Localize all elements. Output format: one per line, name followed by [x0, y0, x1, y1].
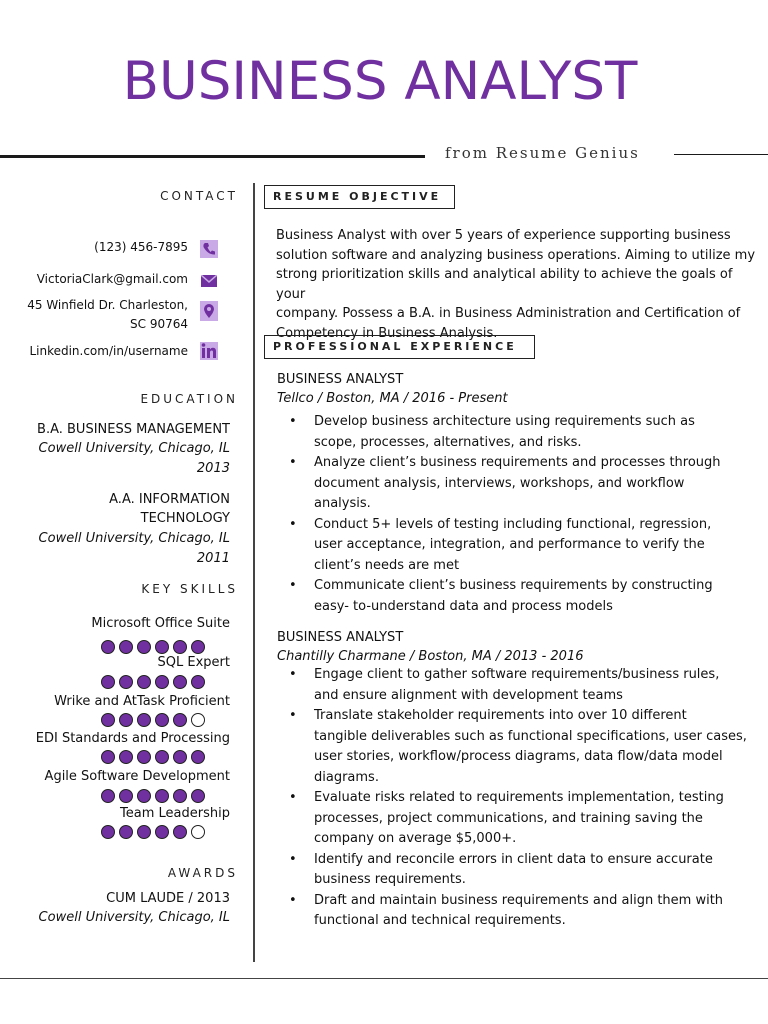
rating-dot-filled	[155, 640, 169, 654]
education-school: Cowell University, Chicago, IL	[38, 531, 230, 546]
award-school: Cowell University, Chicago, IL	[38, 910, 230, 925]
rating-dot-filled	[173, 640, 187, 654]
header-rule-right	[674, 154, 768, 155]
rating-dot-filled	[173, 675, 187, 689]
objective-line: company. Possess a B.A. in Business Administration and Certification of	[276, 306, 741, 321]
job-bullets	[277, 665, 747, 932]
rating-dot-filled	[191, 789, 205, 803]
job-bullet-line: business requirements.	[314, 872, 466, 887]
objective-line: strong prioritization skills and analytical ability to achieve the goals of your	[276, 267, 733, 302]
contact-heading: CONTACT	[160, 189, 238, 203]
rating-dot-filled	[137, 713, 151, 727]
skill-name: Team Leadership	[120, 806, 230, 821]
skill-name: SQL Expert	[157, 655, 230, 670]
job-bullet-line: processes, project communications, and training saving the	[314, 810, 703, 826]
education-year: 2011	[196, 551, 230, 566]
skill-name: EDI Standards and Processing	[35, 731, 230, 746]
job-bullet-line: tangible deliverables such as functional specifications, user cases,	[314, 728, 747, 744]
objective-text	[276, 226, 756, 343]
education-school: Cowell University, Chicago, IL	[38, 441, 230, 456]
education-degree: B.A. BUSINESS MANAGEMENT	[37, 422, 230, 437]
email-icon	[198, 271, 220, 291]
skill-rating	[101, 789, 205, 803]
contact-email: VictoriaClark@gmail.com	[36, 272, 188, 286]
job-bullet-line: user acceptance, integration, and performance to verify the	[314, 537, 705, 552]
job-bullet-line: • Translate stakeholder requirements into over 10 different	[314, 708, 687, 723]
rating-dot-filled	[173, 713, 187, 727]
rating-dot-filled	[101, 640, 115, 654]
job-bullet-line: diagrams.	[314, 769, 379, 785]
education-year: 2013	[196, 461, 230, 476]
rating-dot-filled	[137, 825, 151, 839]
rating-dot-filled	[173, 750, 187, 764]
job-meta: Tellco / Boston, MA / 2016 - Present	[277, 391, 508, 406]
objective-line: Competency in Business Analysis.	[276, 325, 498, 341]
rating-dot-filled	[173, 825, 187, 839]
rating-dot-filled	[101, 750, 115, 764]
location-pin-icon	[198, 301, 220, 321]
experience-heading: PROFESSIONAL EXPERIENCE	[264, 335, 535, 359]
job-meta: Chantilly Charmane / Boston, MA / 2013 - 2016	[277, 649, 584, 664]
contact-address-line1: 45 Winfield Dr. Charleston,	[27, 298, 188, 312]
rating-dot-filled	[101, 825, 115, 839]
job-bullet-line: document analysis, interviews, workshops, and workflow	[314, 475, 685, 491]
award-title: CUM LAUDE / 2013	[106, 891, 230, 906]
job-bullet-line: client’s needs are met	[314, 557, 460, 573]
rating-dot-filled	[137, 750, 151, 764]
job-bullet-line: analysis.	[314, 496, 371, 511]
contact-address-line2: SC 90764	[130, 317, 188, 331]
footer-rule	[0, 978, 768, 979]
job-bullet	[277, 576, 747, 617]
job-bullet-line: • Analyze client’s business requirements and processes through	[314, 455, 721, 470]
job-title: BUSINESS ANALYST	[277, 630, 404, 645]
linkedin-icon	[198, 341, 220, 361]
rating-dot-filled	[119, 640, 133, 654]
rating-dot-filled	[101, 713, 115, 727]
page-title: BUSINESS ANALYST	[122, 51, 638, 112]
rating-dot-filled	[137, 789, 151, 803]
rating-dot-filled	[119, 825, 133, 839]
skill-name: Microsoft Office Suite	[91, 616, 230, 631]
skills-heading: KEY SKILLS	[141, 582, 238, 596]
job-bullet-line: user stories, workflow/process diagrams, data flow/data model	[314, 749, 723, 764]
rating-dot-filled	[137, 675, 151, 689]
rating-dot-filled	[119, 750, 133, 764]
objective-line: Business Analyst with over 5 years of experience supporting business	[276, 228, 731, 243]
skill-rating	[101, 713, 205, 727]
education-degree: TECHNOLOGY	[140, 511, 230, 526]
rating-dot-empty	[191, 825, 205, 839]
skill-rating	[101, 675, 205, 689]
rating-dot-filled	[173, 789, 187, 803]
job-bullet-line: functional and technical requirements.	[314, 913, 566, 928]
job-bullet-line: • Engage client to gather software requirements/business rules,	[314, 667, 720, 682]
header-rule-left	[0, 155, 425, 158]
objective-heading: RESUME OBJECTIVE	[264, 185, 455, 209]
skill-rating	[101, 825, 205, 839]
education-degree: A.A. INFORMATION	[109, 492, 230, 507]
job-bullet	[277, 891, 747, 932]
skill-name: Wrike and AtTask Proficient	[54, 694, 230, 709]
header-subtitle: from Resume Genius	[445, 144, 640, 162]
job-title: BUSINESS ANALYST	[277, 372, 404, 387]
rating-dot-filled	[191, 675, 205, 689]
rating-dot-filled	[119, 675, 133, 689]
job-bullet	[277, 453, 747, 515]
rating-dot-filled	[155, 750, 169, 764]
rating-dot-filled	[155, 713, 169, 727]
objective-line: solution software and analyzing business operations. Aiming to utilize my	[276, 247, 756, 263]
job-bullet-line: • Draft and maintain business requirements and align them with	[314, 892, 724, 908]
column-divider	[253, 183, 255, 962]
rating-dot-filled	[155, 789, 169, 803]
job-bullet-line: company on average $5,000+.	[314, 831, 517, 846]
job-bullet-line: • Communicate client’s business requirements by constructing	[314, 578, 713, 593]
job-bullet-line: • Evaluate risks related to requirements implementation, testing	[314, 790, 724, 805]
rating-dot-filled	[155, 675, 169, 689]
job-bullets	[277, 412, 747, 617]
rating-dot-filled	[137, 640, 151, 654]
rating-dot-filled	[191, 640, 205, 654]
rating-dot-empty	[191, 713, 205, 727]
rating-dot-filled	[101, 675, 115, 689]
job-bullet-line: • Identify and reconcile errors in client data to ensure accurate	[314, 851, 713, 867]
job-bullet	[277, 412, 747, 453]
job-bullet-line: and ensure alignment with development teams	[314, 687, 623, 703]
job-bullet	[277, 706, 747, 788]
job-bullet-line: • Develop business architecture using requirements such as	[314, 414, 695, 429]
job-bullet-line: scope, processes, alternatives, and risks.	[314, 434, 582, 450]
job-bullet-line: • Conduct 5+ levels of testing including functional, regression,	[314, 516, 712, 532]
education-heading: EDUCATION	[140, 392, 238, 406]
job-bullet-line: easy- to-understand data and process models	[314, 598, 613, 614]
skill-name: Agile Software Development	[44, 769, 230, 784]
awards-heading: AWARDS	[167, 866, 238, 880]
rating-dot-filled	[101, 789, 115, 803]
contact-linkedin: Linkedin.com/in/username	[29, 344, 188, 358]
contact-phone: (123) 456-7895	[94, 240, 188, 254]
job-bullet	[277, 850, 747, 891]
skill-rating	[101, 640, 205, 654]
rating-dot-filled	[155, 825, 169, 839]
rating-dot-filled	[119, 789, 133, 803]
rating-dot-filled	[119, 713, 133, 727]
job-bullet	[277, 665, 747, 706]
rating-dot-filled	[191, 750, 205, 764]
job-bullet	[277, 515, 747, 577]
job-bullet	[277, 788, 747, 850]
phone-icon	[198, 239, 220, 259]
skill-rating	[101, 750, 205, 764]
